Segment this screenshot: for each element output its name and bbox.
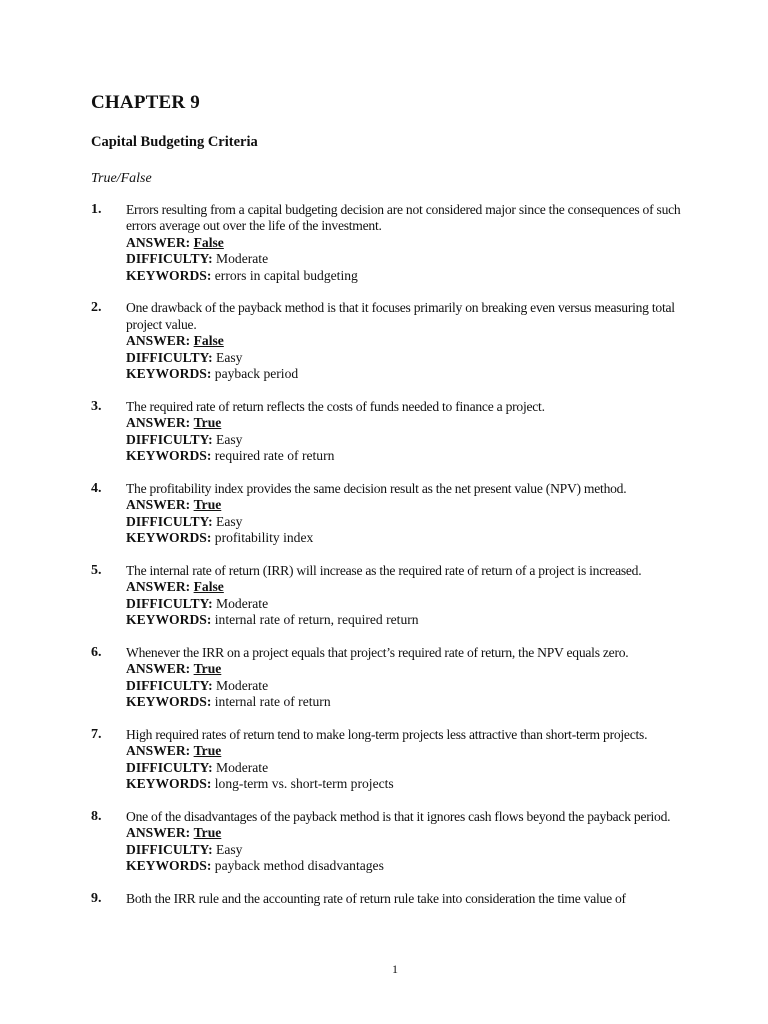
section-title: True/False — [91, 171, 152, 186]
question-text: Whenever the IRR on a project equals that project’s required rate of return, the NPV equals zero. — [126, 644, 629, 660]
answer-value: True — [193, 743, 222, 759]
keywords-value: internal rate of return, required return — [214, 612, 419, 628]
answer-value: False — [193, 234, 224, 250]
question-text: Errors resulting from a capital budgeting decision are not considered major since the consequences of such errors average out over the life of the investment. — [126, 202, 681, 234]
keywords-line — [126, 448, 691, 464]
question-body — [126, 645, 691, 711]
answer-label: ANSWER: — [126, 661, 191, 677]
question-number: 3. — [91, 398, 102, 414]
difficulty-label: DIFFICULTY: — [126, 759, 213, 775]
question-body — [126, 727, 691, 793]
question-body — [126, 563, 691, 629]
difficulty-label: DIFFICULTY: — [126, 677, 213, 693]
question-body — [126, 809, 691, 875]
keywords-value: payback period — [214, 366, 299, 382]
answer-value: True — [193, 661, 222, 677]
question-text: The internal rate of return (IRR) will increase as the required rate of return of a project is increased. — [126, 562, 642, 578]
question-number: 1. — [91, 202, 102, 217]
question-item — [91, 300, 691, 382]
difficulty-line — [126, 514, 691, 530]
answer-line — [126, 825, 691, 841]
answer-line — [126, 579, 691, 595]
question-text: One of the disadvantages of the payback method is that it ignores cash flows beyond the payback period. — [126, 808, 671, 824]
difficulty-label: DIFFICULTY: — [126, 349, 213, 365]
keywords-value: internal rate of return — [214, 694, 331, 710]
answer-value: False — [193, 333, 224, 349]
keywords-line — [126, 776, 691, 792]
keywords-label: KEYWORDS: — [126, 694, 212, 710]
answer-value: True — [193, 497, 222, 513]
answer-value: True — [193, 825, 222, 841]
keywords-label: KEYWORDS: — [126, 267, 212, 283]
keywords-line — [126, 694, 691, 710]
difficulty-line — [126, 432, 691, 448]
keywords-label: KEYWORDS: — [126, 530, 212, 546]
answer-line — [126, 661, 691, 677]
answer-label: ANSWER: — [126, 579, 191, 595]
difficulty-label: DIFFICULTY: — [126, 431, 213, 447]
question-list — [91, 202, 691, 924]
question-body — [126, 891, 691, 907]
question-item — [91, 399, 691, 465]
question-item — [91, 563, 691, 629]
question-text: The profitability index provides the same decision result as the net present value (NPV) method. — [126, 480, 627, 496]
difficulty-line — [126, 842, 691, 858]
question-text: The required rate of return reflects the costs of funds needed to finance a project. — [126, 398, 545, 414]
answer-label: ANSWER: — [126, 415, 191, 431]
answer-label: ANSWER: — [126, 497, 191, 513]
difficulty-line — [126, 760, 691, 776]
answer-line — [126, 743, 691, 759]
question-number: 8. — [91, 808, 102, 824]
keywords-value: errors in capital budgeting — [214, 267, 358, 283]
keywords-line — [126, 366, 691, 382]
answer-label: ANSWER: — [126, 743, 191, 759]
answer-line — [126, 333, 691, 349]
question-number: 2. — [91, 300, 102, 316]
question-body — [126, 399, 691, 465]
keywords-label: KEYWORDS: — [126, 366, 212, 382]
answer-label: ANSWER: — [126, 333, 191, 349]
question-item — [91, 481, 691, 547]
answer-value: False — [193, 579, 224, 595]
keywords-value: payback method disadvantages — [214, 858, 384, 874]
difficulty-line — [126, 350, 691, 366]
question-body — [126, 481, 691, 547]
question-text: Both the IRR rule and the accounting rate of return rule take into consideration the time value of — [126, 890, 626, 906]
keywords-value: profitability index — [214, 530, 314, 546]
question-number: 9. — [91, 890, 102, 906]
chapter-title: CHAPTER 9 — [91, 92, 200, 113]
difficulty-value: Moderate — [216, 677, 269, 693]
difficulty-value: Easy — [216, 513, 243, 529]
difficulty-label: DIFFICULTY: — [126, 251, 213, 267]
question-number: 4. — [91, 480, 102, 496]
keywords-line — [126, 858, 691, 874]
keywords-label: KEYWORDS: — [126, 448, 212, 464]
question-number: 6. — [91, 644, 102, 660]
question-body — [126, 202, 691, 284]
difficulty-value: Moderate — [216, 251, 269, 267]
difficulty-line — [126, 596, 691, 612]
answer-line — [126, 235, 691, 251]
keywords-label: KEYWORDS: — [126, 858, 212, 874]
difficulty-value: Easy — [216, 431, 243, 447]
question-text: High required rates of return tend to make long-term projects less attractive than short-term projects. — [126, 726, 648, 742]
difficulty-value: Moderate — [216, 759, 269, 775]
difficulty-value: Easy — [216, 841, 243, 857]
difficulty-line — [126, 678, 691, 694]
answer-label: ANSWER: — [126, 234, 191, 250]
question-item — [91, 645, 691, 711]
difficulty-label: DIFFICULTY: — [126, 513, 213, 529]
answer-label: ANSWER: — [126, 825, 191, 841]
keywords-line — [126, 530, 691, 546]
keywords-label: KEYWORDS: — [126, 776, 212, 792]
question-item — [91, 809, 691, 875]
question-number: 7. — [91, 726, 102, 742]
keywords-line — [126, 612, 691, 628]
difficulty-value: Easy — [216, 349, 243, 365]
answer-line — [126, 415, 691, 431]
question-item — [91, 891, 691, 907]
difficulty-label: DIFFICULTY: — [126, 841, 213, 857]
question-body — [126, 300, 691, 382]
difficulty-line — [126, 251, 691, 267]
keywords-value: required rate of return — [214, 448, 335, 464]
keywords-label: KEYWORDS: — [126, 612, 212, 628]
question-item — [91, 727, 691, 793]
keywords-value: long-term vs. short-term projects — [214, 776, 394, 792]
difficulty-label: DIFFICULTY: — [126, 595, 213, 611]
answer-value: True — [193, 415, 222, 431]
question-item — [91, 202, 691, 284]
question-text: One drawback of the payback method is that it focuses primarily on breaking even versus measuring total project value. — [126, 300, 675, 332]
answer-line — [126, 497, 691, 513]
difficulty-value: Moderate — [216, 595, 269, 611]
keywords-line — [126, 268, 691, 284]
chapter-subtitle: Capital Budgeting Criteria — [91, 134, 258, 150]
page-number: 1 — [392, 962, 398, 976]
question-number: 5. — [91, 562, 102, 578]
